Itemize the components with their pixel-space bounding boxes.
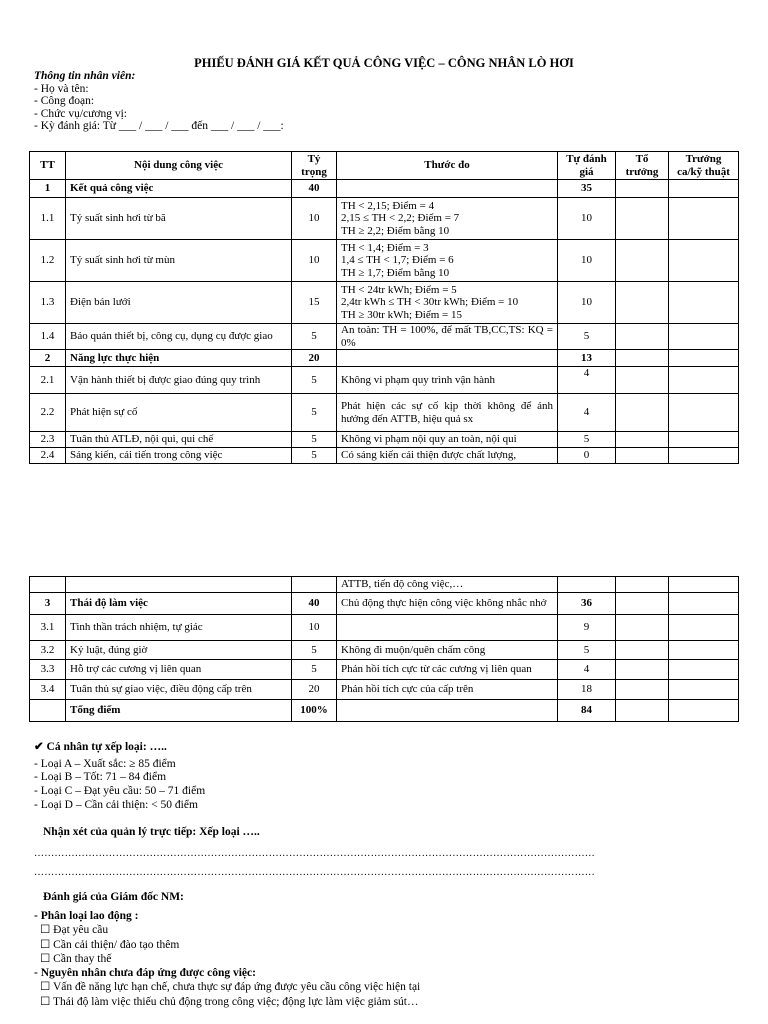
row-tt xyxy=(30,700,66,722)
row-content: Phát hiện sự cố xyxy=(66,394,292,432)
row-self-score: 5 xyxy=(558,324,616,350)
manager-comment-line-1[interactable]: ………………………………………………………………………………………………………………………………………………… xyxy=(34,848,595,859)
row-measure: Có sáng kiến cải thiện được chất lượng, xyxy=(337,448,558,464)
self-rating-heading: Cá nhân tự xếp loại: ….. xyxy=(46,741,167,753)
row-content: Bảo quản thiết bị, công cụ, dụng cụ được giao xyxy=(66,324,292,350)
row-measure xyxy=(337,350,558,367)
row-weight xyxy=(292,577,337,593)
row-leader-score[interactable] xyxy=(616,180,669,198)
row-weight: 5 xyxy=(292,367,337,394)
row-leader-score[interactable] xyxy=(616,394,669,432)
row-leader-score[interactable] xyxy=(616,680,669,700)
employee-info-label: Thông tin nhân viên: xyxy=(34,70,136,82)
row-measure: Chủ động thực hiện công việc không nhắc nhở xyxy=(337,593,558,615)
rating-item: - Loại D – Cần cải thiện: < 50 điểm xyxy=(34,798,198,811)
rating-item: - Loại B – Tốt: 71 – 84 điểm xyxy=(34,771,167,784)
row-tt: 1.2 xyxy=(30,240,66,282)
row-weight: 5 xyxy=(292,641,337,660)
measure-line: TH ≥ 1,7; Điểm bằng 10 xyxy=(341,266,450,279)
row-leader-score[interactable] xyxy=(616,432,669,448)
info-line-period: - Kỳ đánh giá: Từ ___ / ___ / ___ đến ___ / ___ / ___: xyxy=(34,120,284,133)
row-head-score[interactable] xyxy=(669,641,739,660)
measure-line: 2,4tr kWh ≤ TH < 30tr kWh; Điểm = 10 xyxy=(341,296,519,309)
classification-label: - Phân loại lao động : xyxy=(34,910,139,922)
row-weight: 10 xyxy=(292,198,337,240)
header-content: Nội dung công việc xyxy=(66,152,292,180)
row-tt: 2.3 xyxy=(30,432,66,448)
row-measure xyxy=(337,180,558,198)
header-shift-head: Trưởng ca/kỹ thuật xyxy=(669,152,739,180)
measure-line: TH < 24tr kWh; Điểm = 5 xyxy=(341,284,457,297)
row-tt: 1.4 xyxy=(30,324,66,350)
manager-comment-heading: Nhận xét của quản lý trực tiếp: Xếp loại ….. xyxy=(43,826,260,838)
row-head-score[interactable] xyxy=(669,660,739,680)
row-content: Vận hành thiết bị được giao đúng quy trình xyxy=(66,367,292,394)
row-self-score: 10 xyxy=(558,282,616,324)
row-tt: 2.2 xyxy=(30,394,66,432)
row-head-score[interactable] xyxy=(669,448,739,464)
row-weight: 10 xyxy=(292,240,337,282)
row-content xyxy=(66,577,292,593)
row-tt: 2.4 xyxy=(30,448,66,464)
row-head-score[interactable] xyxy=(669,394,739,432)
evaluation-table-part1 xyxy=(29,151,739,464)
table-row xyxy=(30,394,739,432)
row-tt: 3 xyxy=(30,593,66,615)
row-leader-score[interactable] xyxy=(616,593,669,615)
employee-info xyxy=(34,70,284,132)
row-measure xyxy=(337,198,558,240)
row-weight: 20 xyxy=(292,680,337,700)
manager-comment-line-2[interactable]: ………………………………………………………………………………………………………………………………………………… xyxy=(34,867,595,878)
row-weight: 5 xyxy=(292,448,337,464)
row-head-score[interactable] xyxy=(669,615,739,641)
table-row xyxy=(30,180,739,198)
measure-line: TH ≥ 2,2; Điểm bằng 10 xyxy=(341,224,450,237)
info-line-section: - Công đoạn: xyxy=(34,95,95,108)
rating-item: - Loại A – Xuất sắc: ≥ 85 điểm xyxy=(34,757,176,770)
row-head-score[interactable] xyxy=(669,367,739,394)
row-leader-score[interactable] xyxy=(616,350,669,367)
row-content: Sáng kiến, cải tiến trong công việc xyxy=(66,448,292,464)
row-self-score: 9 xyxy=(558,615,616,641)
table-row xyxy=(30,240,739,282)
classification-option-replace[interactable]: ☐ Cần thay thế xyxy=(40,952,112,965)
row-leader-score[interactable] xyxy=(616,641,669,660)
director-heading: Đánh giá của Giám đốc NM: xyxy=(43,891,184,903)
row-measure xyxy=(337,240,558,282)
row-self-score: 35 xyxy=(558,180,616,198)
row-tt: 1 xyxy=(30,180,66,198)
row-leader-score[interactable] xyxy=(616,700,669,722)
reason-label: - Nguyên nhân chưa đáp ứng được công việc: xyxy=(34,967,256,980)
row-tt: 2.1 xyxy=(30,367,66,394)
row-measure: Phản hồi tích cực của cấp trên xyxy=(337,680,558,700)
table-row xyxy=(30,448,739,464)
row-tt: 1.1 xyxy=(30,198,66,240)
table-row xyxy=(30,350,739,367)
row-content: Thái độ làm việc xyxy=(66,593,292,615)
row-content: Tuân thủ sự giao việc, điều động cấp trên xyxy=(66,680,292,700)
row-self-score: 10 xyxy=(558,240,616,282)
row-self-score: 4 xyxy=(558,394,616,432)
row-measure: Phản hồi tích cực từ các cương vị liên quan xyxy=(337,660,558,680)
rating-item: - Loại C – Đạt yêu cầu: 50 – 71 điểm xyxy=(34,785,206,798)
row-leader-score[interactable] xyxy=(616,367,669,394)
row-weight: 100% xyxy=(292,700,337,722)
row-weight: 10 xyxy=(292,615,337,641)
table-row xyxy=(30,700,739,722)
row-measure xyxy=(337,700,558,722)
row-leader-score[interactable] xyxy=(616,615,669,641)
row-content: Kỷ luật, đúng giờ xyxy=(66,641,292,660)
row-tt: 3.3 xyxy=(30,660,66,680)
row-content: Hỗ trợ các cương vị liên quan xyxy=(66,660,292,680)
director-section xyxy=(34,910,420,1010)
row-leader-score[interactable] xyxy=(616,660,669,680)
self-rating-section xyxy=(34,741,205,812)
row-head-score[interactable] xyxy=(669,282,739,324)
header-weight: Tỷ trọng xyxy=(292,152,337,180)
header-tt: TT xyxy=(30,152,66,180)
row-head-score[interactable] xyxy=(669,432,739,448)
header-measure: Thước đo xyxy=(337,152,558,180)
table-row xyxy=(30,593,739,615)
row-self-score: 13 xyxy=(558,350,616,367)
row-leader-score[interactable] xyxy=(616,577,669,593)
table-row xyxy=(30,680,739,700)
table-row xyxy=(30,660,739,680)
row-content: Tỷ suất sinh hơi từ bã xyxy=(66,198,292,240)
measure-line: 1,4 ≤ TH < 1,7; Điểm = 6 xyxy=(341,254,454,267)
classification-option-pass[interactable]: ☐ Đạt yêu cầu xyxy=(40,924,109,937)
row-weight: 40 xyxy=(292,180,337,198)
row-self-score: 18 xyxy=(558,680,616,700)
row-leader-score[interactable] xyxy=(616,240,669,282)
row-content: Điện bán lưới xyxy=(66,282,292,324)
document-title: PHIẾU ĐÁNH GIÁ KẾT QUẢ CÔNG VIỆC – CÔNG NHÂN LÒ HƠI xyxy=(194,56,574,70)
check-icon: ✔ xyxy=(34,741,44,753)
row-content: Tỷ suất sinh hơi từ mùn xyxy=(66,240,292,282)
row-content: Tinh thần trách nhiệm, tự giác xyxy=(66,615,292,641)
evaluation-table-part2 xyxy=(29,576,739,722)
measure-line: 2,15 ≤ TH < 2,2; Điểm = 7 xyxy=(341,212,460,225)
row-tt: 2 xyxy=(30,350,66,367)
row-tt: 1.3 xyxy=(30,282,66,324)
table-row xyxy=(30,641,739,660)
row-measure: Không vi phạm nội quy an toàn, nội qui xyxy=(337,432,558,448)
row-self-score: 0 xyxy=(558,448,616,464)
row-weight: 5 xyxy=(292,432,337,448)
row-leader-score[interactable] xyxy=(616,324,669,350)
row-weight: 5 xyxy=(292,660,337,680)
classification-option-improve[interactable]: ☐ Cần cải thiện/ đào tạo thêm xyxy=(40,938,180,951)
table-header-row xyxy=(30,152,739,180)
row-head-score[interactable] xyxy=(669,198,739,240)
table-row xyxy=(30,367,739,394)
row-head-score[interactable] xyxy=(669,680,739,700)
row-self-score xyxy=(558,577,616,593)
row-tt xyxy=(30,577,66,593)
row-weight: 5 xyxy=(292,324,337,350)
row-self-score: 10 xyxy=(558,198,616,240)
row-content: Tổng điểm xyxy=(66,700,292,722)
row-tt: 3.1 xyxy=(30,615,66,641)
row-self-score: 84 xyxy=(558,700,616,722)
self-rating-heading-line xyxy=(34,741,205,754)
table-row xyxy=(30,282,739,324)
info-line-name: - Họ và tên: xyxy=(34,82,89,95)
row-tt: 3.2 xyxy=(30,641,66,660)
row-weight: 20 xyxy=(292,350,337,367)
row-head-score[interactable] xyxy=(669,240,739,282)
row-head-score[interactable] xyxy=(669,350,739,367)
measure-line: TH ≥ 30tr kWh; Điểm = 15 xyxy=(341,308,462,321)
row-weight: 5 xyxy=(292,394,337,432)
table-row xyxy=(30,198,739,240)
row-content: Tuân thủ ATLĐ, nội qui, qui chế xyxy=(66,432,292,448)
row-tt: 3.4 xyxy=(30,680,66,700)
row-measure: An toàn: TH = 100%, để mất TB,CC,TS: KQ = 0% xyxy=(337,324,558,350)
row-head-score[interactable] xyxy=(669,700,739,722)
row-leader-score[interactable] xyxy=(616,198,669,240)
row-head-score[interactable] xyxy=(669,577,739,593)
measure-line: TH < 1,4; Điểm = 3 xyxy=(341,242,429,255)
row-measure xyxy=(337,615,558,641)
row-content: Kết quả công việc xyxy=(66,180,292,198)
row-leader-score[interactable] xyxy=(616,448,669,464)
row-measure: Không vi phạm quy trình vận hành xyxy=(337,367,558,394)
row-self-score: 5 xyxy=(558,432,616,448)
row-weight: 15 xyxy=(292,282,337,324)
row-weight: 40 xyxy=(292,593,337,615)
row-leader-score[interactable] xyxy=(616,282,669,324)
row-head-score[interactable] xyxy=(669,324,739,350)
row-measure: ATTB, tiến độ công việc,… xyxy=(337,577,558,593)
row-measure: Phát hiện các sự cố kịp thời không để ảnh hưởng đến ATTB, hiệu quả sx xyxy=(337,394,558,432)
row-self-score: 36 xyxy=(558,593,616,615)
row-self-score: 5 xyxy=(558,641,616,660)
reason-option-capability[interactable]: ☐ Vấn đề năng lực hạn chế, chưa thực sự đáp ứng được yêu cầu công việc hiện tại xyxy=(40,981,421,994)
row-head-score[interactable] xyxy=(669,180,739,198)
row-head-score[interactable] xyxy=(669,593,739,615)
measure-line: TH < 2,15; Điểm = 4 xyxy=(341,200,435,213)
row-self-score: 4 xyxy=(558,660,616,680)
row-measure xyxy=(337,282,558,324)
header-self-score: Tự đánh giá xyxy=(558,152,616,180)
row-measure: Không đi muộn/quên chấm công xyxy=(337,641,558,660)
header-team-leader: Tổ trưởng xyxy=(616,152,669,180)
table-row xyxy=(30,324,739,350)
row-content: Năng lực thực hiện xyxy=(66,350,292,367)
reason-option-attitude[interactable]: ☐ Thái độ làm việc thiếu chủ động trong công việc; động lực làm việc giảm sút… xyxy=(40,995,419,1008)
table-row xyxy=(30,432,739,448)
table-row xyxy=(30,577,739,593)
row-self-score: 4 xyxy=(558,367,616,394)
info-line-position: - Chức vụ/cương vị: xyxy=(34,107,127,120)
table-row xyxy=(30,615,739,641)
